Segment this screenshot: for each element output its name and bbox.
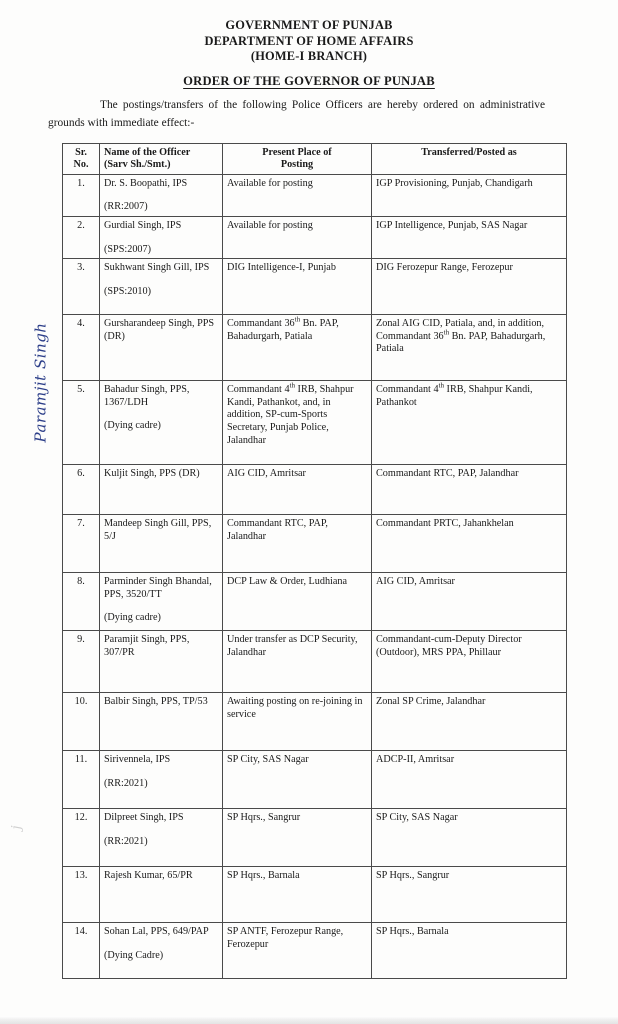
cell-present-posting: Commandant 4th IRB, Shahpur Kandi, Pathankot, and, in addition, SP-cum-Sports Secretary, Punjab Police, Jalandhar xyxy=(223,381,372,465)
column-header-present-posting xyxy=(223,144,372,175)
cell-sr-no: 9. xyxy=(63,631,100,693)
cell-present-posting: DCP Law & Order, Ludhiana xyxy=(223,573,372,631)
cell-sr-no: 1. xyxy=(63,174,100,216)
cell-sr-no: 11. xyxy=(63,751,100,809)
branch-name: (HOME-I BRANCH) xyxy=(250,49,368,63)
cell-officer-name xyxy=(100,693,223,751)
officer-name-text: Sirivennela, IPS xyxy=(104,754,171,766)
table-body xyxy=(63,174,567,978)
column-header-present-line1: Present Place of xyxy=(262,147,332,158)
cell-present-posting: SP Hqrs., Sangrur xyxy=(223,809,372,867)
cell-transferred-posted: IGP Intelligence, Punjab, SAS Nagar xyxy=(372,217,567,259)
handwritten-signature: Paramjit Singh xyxy=(31,322,49,443)
cell-sr-no: 3. xyxy=(63,259,100,315)
officer-name-text: Dr. S. Boopathi, IPS xyxy=(104,177,188,189)
officer-name-text: Kuljit Singh, PPS (DR) xyxy=(104,468,200,480)
cell-sr-no: 6. xyxy=(63,465,100,515)
order-title xyxy=(0,72,618,90)
cell-officer-name xyxy=(100,631,223,693)
cell-sr-no: 5. xyxy=(63,381,100,465)
cell-sr-no: 2. xyxy=(63,217,100,259)
officer-name-text: Paramjit Singh, PPS, 307/PR xyxy=(104,634,190,658)
cell-transferred-posted: Commandant 4th IRB, Shahpur Kandi, Pathankot xyxy=(372,381,567,465)
cell-officer-name xyxy=(100,217,223,259)
intro-paragraph: The postings/transfers of the following Police Officers are hereby ordered on administrative grounds with immediate effect:- xyxy=(48,99,545,130)
table-row xyxy=(63,573,567,631)
cell-present-posting: DIG Intelligence-I, Punjab xyxy=(223,259,372,315)
cell-officer-name xyxy=(100,259,223,315)
column-header-present-line2: Posting xyxy=(280,159,314,171)
cell-transferred-posted: DIG Ferozepur Range, Ferozepur xyxy=(372,259,567,315)
cell-officer-name xyxy=(100,174,223,216)
officer-name-text: Sukhwant Singh Gill, IPS xyxy=(104,262,210,274)
table-row xyxy=(63,381,567,465)
officer-cadre-note: (RR:2007) xyxy=(104,201,148,213)
cell-sr-no: 7. xyxy=(63,515,100,573)
cell-officer-name xyxy=(100,867,223,923)
officer-name-text: Gurdial Singh, IPS xyxy=(104,220,182,231)
cell-sr-no: 14. xyxy=(63,923,100,979)
table-row xyxy=(63,867,567,923)
officer-cadre-note: (Dying cadre) xyxy=(104,612,161,624)
cell-transferred-posted: Commandant PRTC, Jahankhelan xyxy=(372,515,567,573)
cell-sr-no: 13. xyxy=(63,867,100,923)
cell-present-posting: Available for posting xyxy=(223,174,372,216)
department-name: DEPARTMENT OF HOME AFFAIRS xyxy=(204,33,414,48)
cell-present-posting: Commandant RTC, PAP, Jalandhar xyxy=(223,515,372,573)
officer-name-text: Parminder Singh Bhandal, PPS, 3520/TT xyxy=(104,576,212,600)
cell-present-posting: AIG CID, Amritsar xyxy=(223,465,372,515)
table-row xyxy=(63,217,567,259)
officer-name-text: Bahadur Singh, PPS, 1367/LDH xyxy=(104,384,190,408)
column-header-transferred-posted: Transferred/Posted as xyxy=(372,144,567,175)
cell-sr-no: 10. xyxy=(63,693,100,751)
column-header-sr-no xyxy=(63,144,100,175)
cell-present-posting: SP City, SAS Nagar xyxy=(223,751,372,809)
cell-sr-no: 4. xyxy=(63,315,100,381)
cell-transferred-posted: AIG CID, Amritsar xyxy=(372,573,567,631)
cell-officer-name xyxy=(100,751,223,809)
officer-name-text: Mandeep Singh Gill, PPS, 5/J xyxy=(104,518,212,542)
column-header-sr-line1: Sr. xyxy=(75,147,87,158)
officer-cadre-note: (RR:2021) xyxy=(104,777,148,789)
officer-name-text: Gursharandeep Singh, PPS (DR) xyxy=(104,318,215,342)
cell-officer-name xyxy=(100,923,223,979)
cell-sr-no: 12. xyxy=(63,809,100,867)
cell-present-posting: SP ANTF, Ferozepur Range, Ferozepur xyxy=(223,923,372,979)
table-row xyxy=(63,809,567,867)
margin-mark: j xyxy=(9,825,25,830)
cell-officer-name xyxy=(100,515,223,573)
officer-cadre-note: (RR:2021) xyxy=(104,835,148,847)
letterhead xyxy=(0,18,618,65)
table-row xyxy=(63,315,567,381)
cell-transferred-posted: ADCP-II, Amritsar xyxy=(372,751,567,809)
table-row xyxy=(63,923,567,979)
cell-transferred-posted: Commandant RTC, PAP, Jalandhar xyxy=(372,465,567,515)
cell-present-posting: Under transfer as DCP Security, Jalandhar xyxy=(223,631,372,693)
present-superscript: th xyxy=(294,315,301,324)
postings-table xyxy=(62,143,567,979)
table-row xyxy=(63,751,567,809)
cell-officer-name xyxy=(100,809,223,867)
table-header-row xyxy=(63,144,567,175)
table-row xyxy=(63,174,567,216)
order-title-text: ORDER OF THE GOVERNOR OF PUNJAB xyxy=(183,74,435,88)
cell-transferred-posted: Zonal SP Crime, Jalandhar xyxy=(372,693,567,751)
table-row xyxy=(63,515,567,573)
officer-name-text: Dilpreet Singh, IPS xyxy=(104,812,184,824)
officer-cadre-note: (Dying Cadre) xyxy=(104,949,164,961)
cell-present-posting: Commandant 36th Bn. PAP, Bahadurgarh, Patiala xyxy=(223,315,372,381)
cell-transferred-posted: IGP Provisioning, Punjab, Chandigarh xyxy=(372,174,567,216)
page-bottom-edge xyxy=(0,1016,618,1024)
posted-superscript: th xyxy=(438,381,444,390)
table-row xyxy=(63,693,567,751)
officer-cadre-note: (Dying cadre) xyxy=(104,420,161,432)
cell-transferred-posted: SP Hqrs., Barnala xyxy=(372,923,567,979)
government-name: GOVERNMENT OF PUNJAB xyxy=(225,18,393,32)
cell-transferred-posted: Commandant-cum-Deputy Director (Outdoor), MRS PPA, Phillaur xyxy=(372,631,567,693)
officer-name-text: Sohan Lal, PPS, 649/PAP xyxy=(104,926,209,938)
column-header-officer-name xyxy=(100,144,223,175)
present-superscript: th xyxy=(289,381,295,390)
cell-present-posting: Available for posting xyxy=(223,217,372,259)
officer-cadre-note: (SPS:2007) xyxy=(104,243,151,255)
officer-name-text: Balbir Singh, PPS, TP/53 xyxy=(104,696,208,708)
cell-present-posting: Awaiting posting on re-joining in service xyxy=(223,693,372,751)
cell-transferred-posted: SP City, SAS Nagar xyxy=(372,809,567,867)
cell-officer-name xyxy=(100,573,223,631)
posted-superscript: th xyxy=(443,328,450,337)
table-row xyxy=(63,465,567,515)
table-row xyxy=(63,259,567,315)
cell-present-posting: SP Hqrs., Barnala xyxy=(223,867,372,923)
column-header-name-line2: (Sarv Sh./Smt.) xyxy=(104,159,171,171)
cell-officer-name xyxy=(100,465,223,515)
officer-cadre-note: (SPS:2010) xyxy=(104,285,151,297)
cell-sr-no: 8. xyxy=(63,573,100,631)
column-header-sr-line2: No. xyxy=(73,159,89,171)
cell-transferred-posted: SP Hqrs., Sangrur xyxy=(372,867,567,923)
table-row xyxy=(63,631,567,693)
officer-name-text: Rajesh Kumar, 65/PR xyxy=(104,870,193,882)
cell-transferred-posted: Zonal AIG CID, Patiala, and, in addition, Commandant 36th Bn. PAP, Bahadurgarh, Patiala xyxy=(372,315,567,381)
column-header-name-line1: Name of the Officer xyxy=(104,147,191,158)
